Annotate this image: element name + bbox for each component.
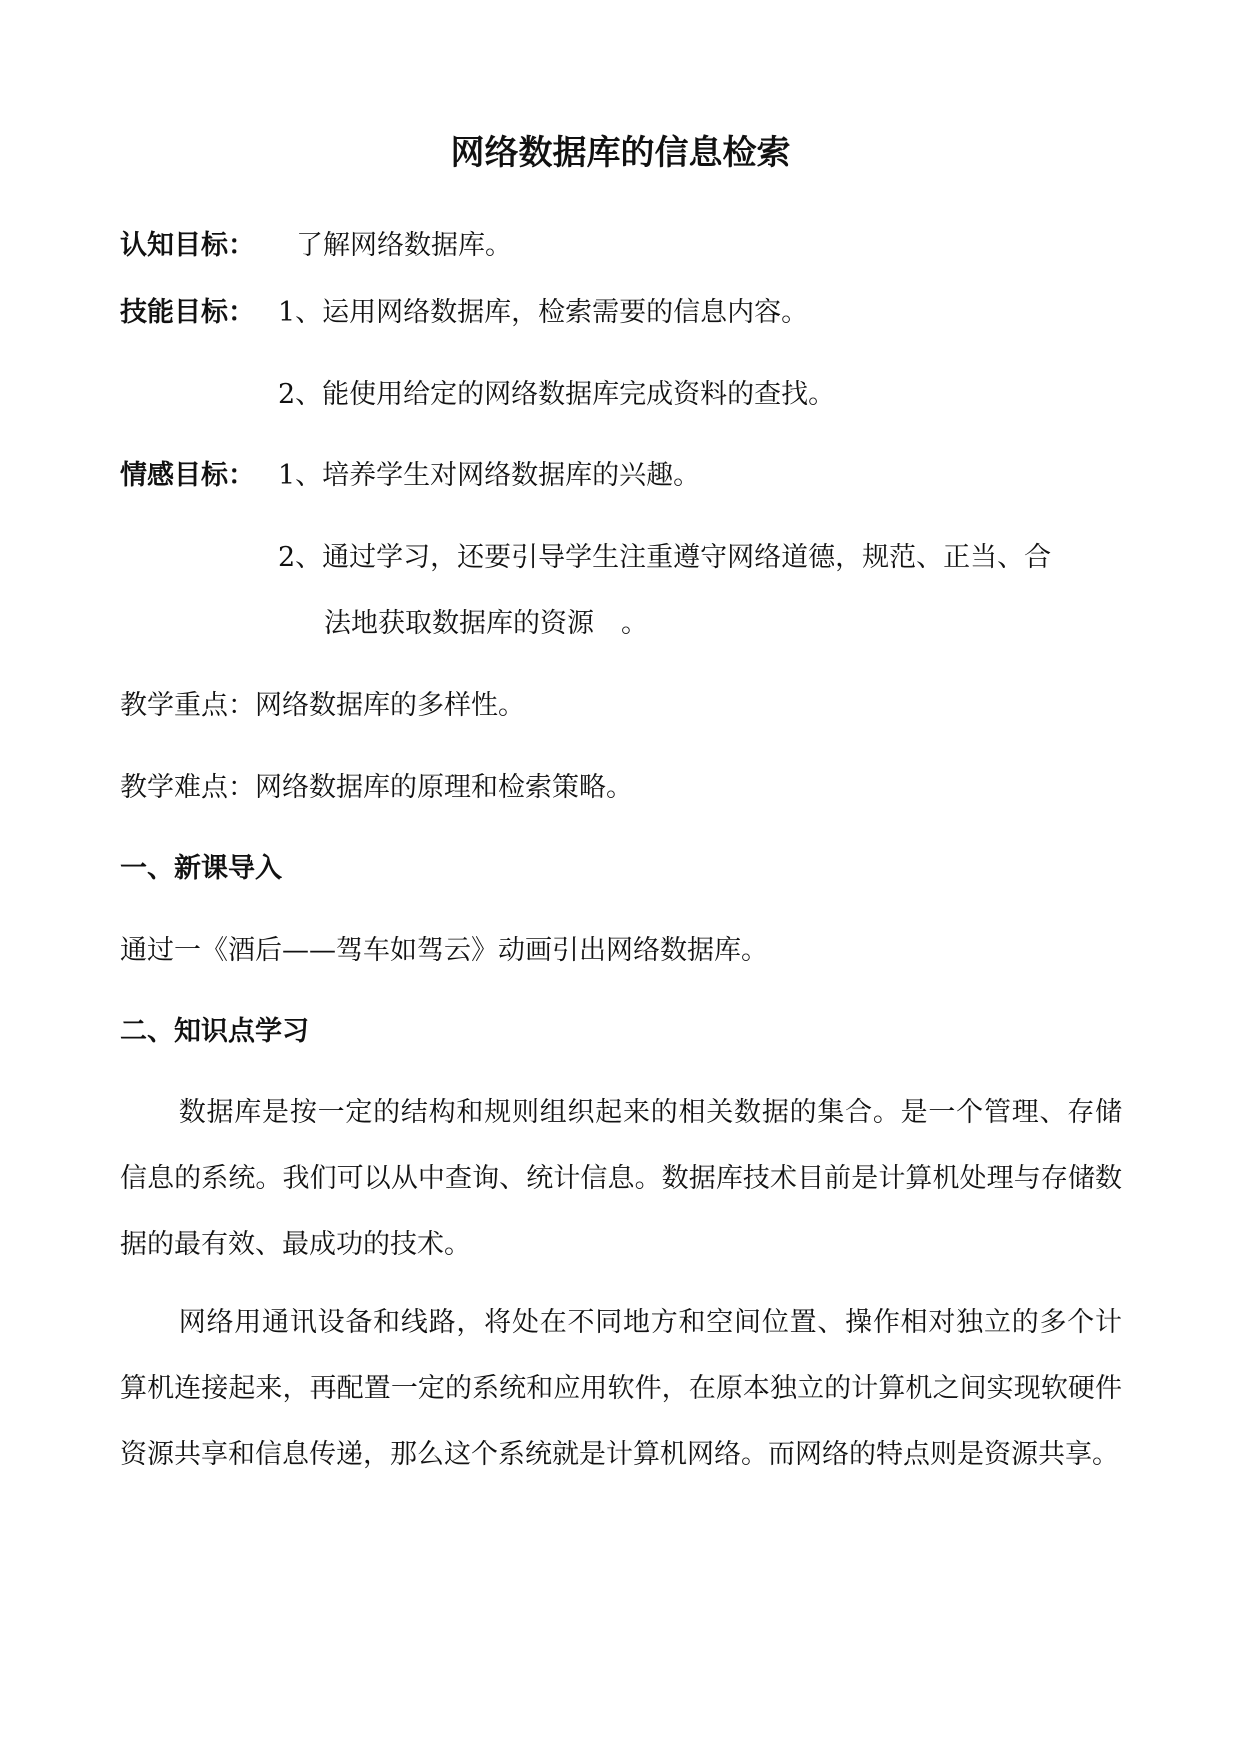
section-intro-text: 通过一《酒后——驾车如驾云》动画引出网络数据库。 (120, 935, 768, 966)
cognitive-objective-text: 了解网络数据库。 (296, 230, 512, 261)
paragraph-text: 网络用通讯设备和线路，将处在不同地方和空间位置、操作相对独立的多个计算机连接起来，再配置一定的系统和应用软件，在原本独立的计算机之间实现软硬件资源共享和信息传递，那么这个系统就是计算机网络。而网络的特点则是资源共享。 (120, 1307, 1122, 1470)
skill-objective-label: 技能目标： (120, 297, 255, 328)
skill-objective-item: 2、能使用给定的网络数据库完成资料的查找。 (278, 379, 836, 410)
section-heading-knowledge: 二、知识点学习 (120, 1016, 309, 1047)
knowledge-paragraph-database (120, 1080, 1122, 1278)
affective-objective-item: 1、培养学生对网络数据库的兴趣。 (278, 460, 701, 491)
section-heading-intro: 一、新课导入 (120, 853, 282, 884)
affective-objective-continuation: 法地获取数据库的资源 。 (324, 608, 648, 639)
difficult-point: 教学难点：网络数据库的原理和检索策略。 (120, 772, 633, 803)
document-title: 网络数据库的信息检索 (450, 133, 791, 173)
affective-objective-label: 情感目标： (120, 460, 255, 491)
paragraph-text: 数据库是按一定的结构和规则组织起来的相关数据的集合。是一个管理、存储信息的系统。我们可以从中查询、统计信息。数据库技术目前是计算机处理与存储数据的最有效、最成功的技术。 (120, 1097, 1122, 1260)
knowledge-paragraph-network (120, 1290, 1122, 1488)
cognitive-objective-label: 认知目标： (120, 230, 255, 261)
skill-objective-item: 1、运用网络数据库，检索需要的信息内容。 (278, 297, 809, 328)
key-point: 教学重点：网络数据库的多样性。 (120, 690, 525, 721)
affective-objective-item: 2、通过学习，还要引导学生注重遵守网络道德，规范、正当、合 (278, 542, 1052, 573)
